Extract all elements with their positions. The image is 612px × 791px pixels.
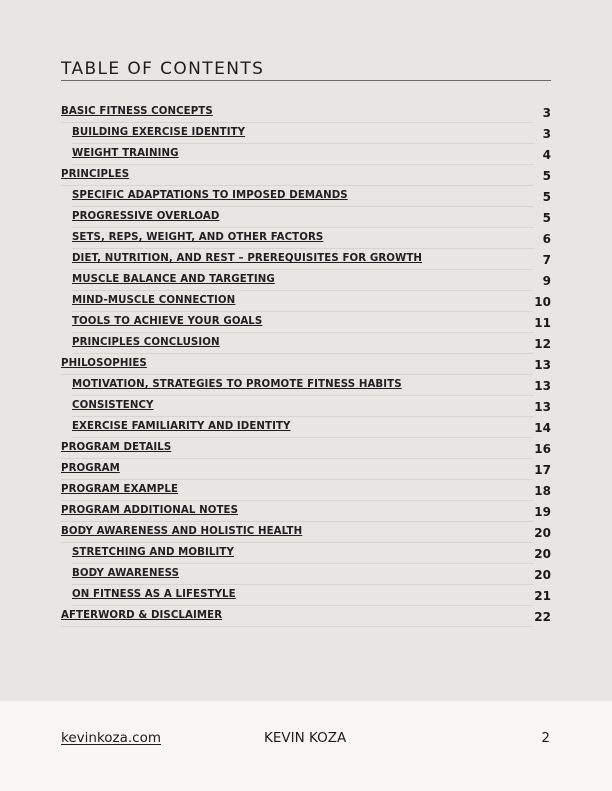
toc-page-number: 14: [534, 421, 551, 435]
toc-page-number: 20: [534, 568, 551, 582]
toc-entry-link[interactable]: BUILDING EXERCISE IDENTITY: [72, 127, 246, 138]
toc-page-number: 18: [534, 484, 551, 498]
title-divider: [61, 80, 551, 81]
toc-leader-line: [61, 500, 533, 501]
toc-page-number: 21: [534, 589, 551, 603]
toc-subentry[interactable]: [61, 187, 551, 208]
toc-subentry[interactable]: [61, 250, 551, 271]
toc-entry-link[interactable]: DIET, NUTRITION, AND REST – PREREQUISITES FOR GROWTH: [72, 253, 423, 264]
toc-leader-line: [72, 311, 533, 312]
toc-page-number: 10: [534, 295, 551, 309]
toc-subentry[interactable]: [61, 271, 551, 292]
toc-subentry[interactable]: [61, 229, 551, 250]
toc-leader-line: [61, 626, 533, 627]
toc-entry-link[interactable]: PROGRAM ADDITIONAL NOTES: [61, 505, 239, 516]
toc-entry-link[interactable]: TOOLS TO ACHIEVE YOUR GOALS: [72, 316, 263, 327]
toc-page-number: 5: [542, 190, 551, 204]
toc-entry-link[interactable]: BASIC FITNESS CONCEPTS: [61, 106, 213, 117]
toc-subentry[interactable]: [61, 208, 551, 229]
toc-page-number: 3: [542, 106, 551, 120]
toc-subentry[interactable]: [61, 397, 551, 418]
toc-page-number: 13: [534, 379, 551, 393]
toc-page-number: 11: [534, 316, 551, 330]
toc-leader-line: [72, 584, 533, 585]
toc-leader-line: [61, 479, 533, 480]
toc-leader-line: [72, 290, 533, 291]
toc-leader-line: [72, 143, 533, 144]
toc-entry[interactable]: [61, 355, 551, 376]
toc-subentry[interactable]: [61, 334, 551, 355]
toc-entry[interactable]: [61, 607, 551, 628]
toc-subentry[interactable]: [61, 544, 551, 565]
toc-page-number: 4: [542, 148, 551, 162]
toc-entry-link[interactable]: PROGRAM DETAILS: [61, 442, 172, 453]
toc-page-number: 3: [542, 127, 551, 141]
toc-leader-line: [61, 185, 533, 186]
toc-page-number: 13: [534, 400, 551, 414]
toc-entry-link[interactable]: PRINCIPLES: [61, 169, 130, 180]
toc-leader-line: [61, 521, 533, 522]
page-footer: [0, 701, 612, 791]
toc-leader-line: [72, 437, 533, 438]
toc-entry-link[interactable]: PROGRESSIVE OVERLOAD: [72, 211, 220, 222]
toc-list: [61, 103, 551, 628]
toc-page-number: 5: [542, 211, 551, 225]
toc-page-number: 5: [542, 169, 551, 183]
toc-page-number: 16: [534, 442, 551, 456]
toc-entry[interactable]: [61, 103, 551, 124]
toc-leader-line: [72, 605, 533, 606]
toc-entry-link[interactable]: CONSISTENCY: [72, 400, 154, 411]
toc-leader-line: [72, 248, 533, 249]
toc-entry-link[interactable]: WEIGHT TRAINING: [72, 148, 179, 159]
toc-title: TABLE OF CONTENTS: [61, 59, 265, 79]
toc-subentry[interactable]: [61, 145, 551, 166]
toc-page-number: 12: [534, 337, 551, 351]
toc-entry-link[interactable]: EXERCISE FAMILIARITY AND IDENTITY: [72, 421, 291, 432]
toc-leader-line: [61, 542, 533, 543]
toc-page-number: 13: [534, 358, 551, 372]
toc-leader-line: [72, 353, 533, 354]
toc-page-number: 20: [534, 526, 551, 540]
toc-leader-line: [61, 374, 533, 375]
toc-entry-link[interactable]: BODY AWARENESS: [72, 568, 180, 579]
toc-entry-link[interactable]: SPECIFIC ADAPTATIONS TO IMPOSED DEMANDS: [72, 190, 348, 201]
toc-entry-link[interactable]: ON FITNESS AS A LIFESTYLE: [72, 589, 236, 600]
toc-entry[interactable]: [61, 166, 551, 187]
toc-subentry[interactable]: [61, 565, 551, 586]
toc-entry[interactable]: [61, 502, 551, 523]
toc-entry-link[interactable]: PROGRAM: [61, 463, 120, 474]
toc-entry[interactable]: [61, 439, 551, 460]
toc-entry-link[interactable]: MUSCLE BALANCE AND TARGETING: [72, 274, 275, 285]
toc-subentry[interactable]: [61, 586, 551, 607]
toc-entry-link[interactable]: AFTERWORD & DISCLAIMER: [61, 610, 223, 621]
toc-page-number: 19: [534, 505, 551, 519]
toc-subentry[interactable]: [61, 376, 551, 397]
toc-page-number: 6: [542, 232, 551, 246]
toc-leader-line: [72, 164, 533, 165]
toc-entry-link[interactable]: SETS, REPS, WEIGHT, AND OTHER FACTORS: [72, 232, 324, 243]
toc-subentry[interactable]: [61, 292, 551, 313]
toc-entry-link[interactable]: STRETCHING AND MOBILITY: [72, 547, 234, 558]
toc-entry-link[interactable]: PROGRAM EXAMPLE: [61, 484, 178, 495]
toc-page-number: 9: [542, 274, 551, 288]
toc-leader-line: [72, 227, 533, 228]
toc-entry-link[interactable]: MIND-MUSCLE CONNECTION: [72, 295, 236, 306]
toc-page-number: 22: [534, 610, 551, 624]
toc-leader-line: [72, 395, 533, 396]
toc-leader-line: [72, 332, 533, 333]
toc-entry-link[interactable]: BODY AWARENESS AND HOLISTIC HEALTH: [61, 526, 303, 537]
toc-entry-link[interactable]: PHILOSOPHIES: [61, 358, 147, 369]
toc-subentry[interactable]: [61, 418, 551, 439]
footer-website-link[interactable]: kevinkoza.com: [61, 730, 162, 746]
toc-entry-link[interactable]: PRINCIPLES CONCLUSION: [72, 337, 220, 348]
toc-leader-line: [61, 122, 533, 123]
footer-page-number: 2: [541, 730, 550, 746]
toc-page-number: 7: [542, 253, 551, 267]
toc-entry[interactable]: [61, 523, 551, 544]
toc-leader-line: [61, 458, 533, 459]
toc-page-number: 17: [534, 463, 551, 477]
footer-author: KEVIN KOZA: [264, 730, 347, 746]
toc-subentry[interactable]: [61, 124, 551, 145]
toc-subentry[interactable]: [61, 313, 551, 334]
toc-leader-line: [72, 563, 533, 564]
toc-leader-line: [72, 269, 533, 270]
toc-entry[interactable]: [61, 460, 551, 481]
toc-leader-line: [72, 416, 533, 417]
toc-leader-line: [72, 206, 533, 207]
toc-entry[interactable]: [61, 481, 551, 502]
toc-page-number: 20: [534, 547, 551, 561]
toc-entry-link[interactable]: MOTIVATION, STRATEGIES TO PROMOTE FITNESS HABITS: [72, 379, 402, 390]
